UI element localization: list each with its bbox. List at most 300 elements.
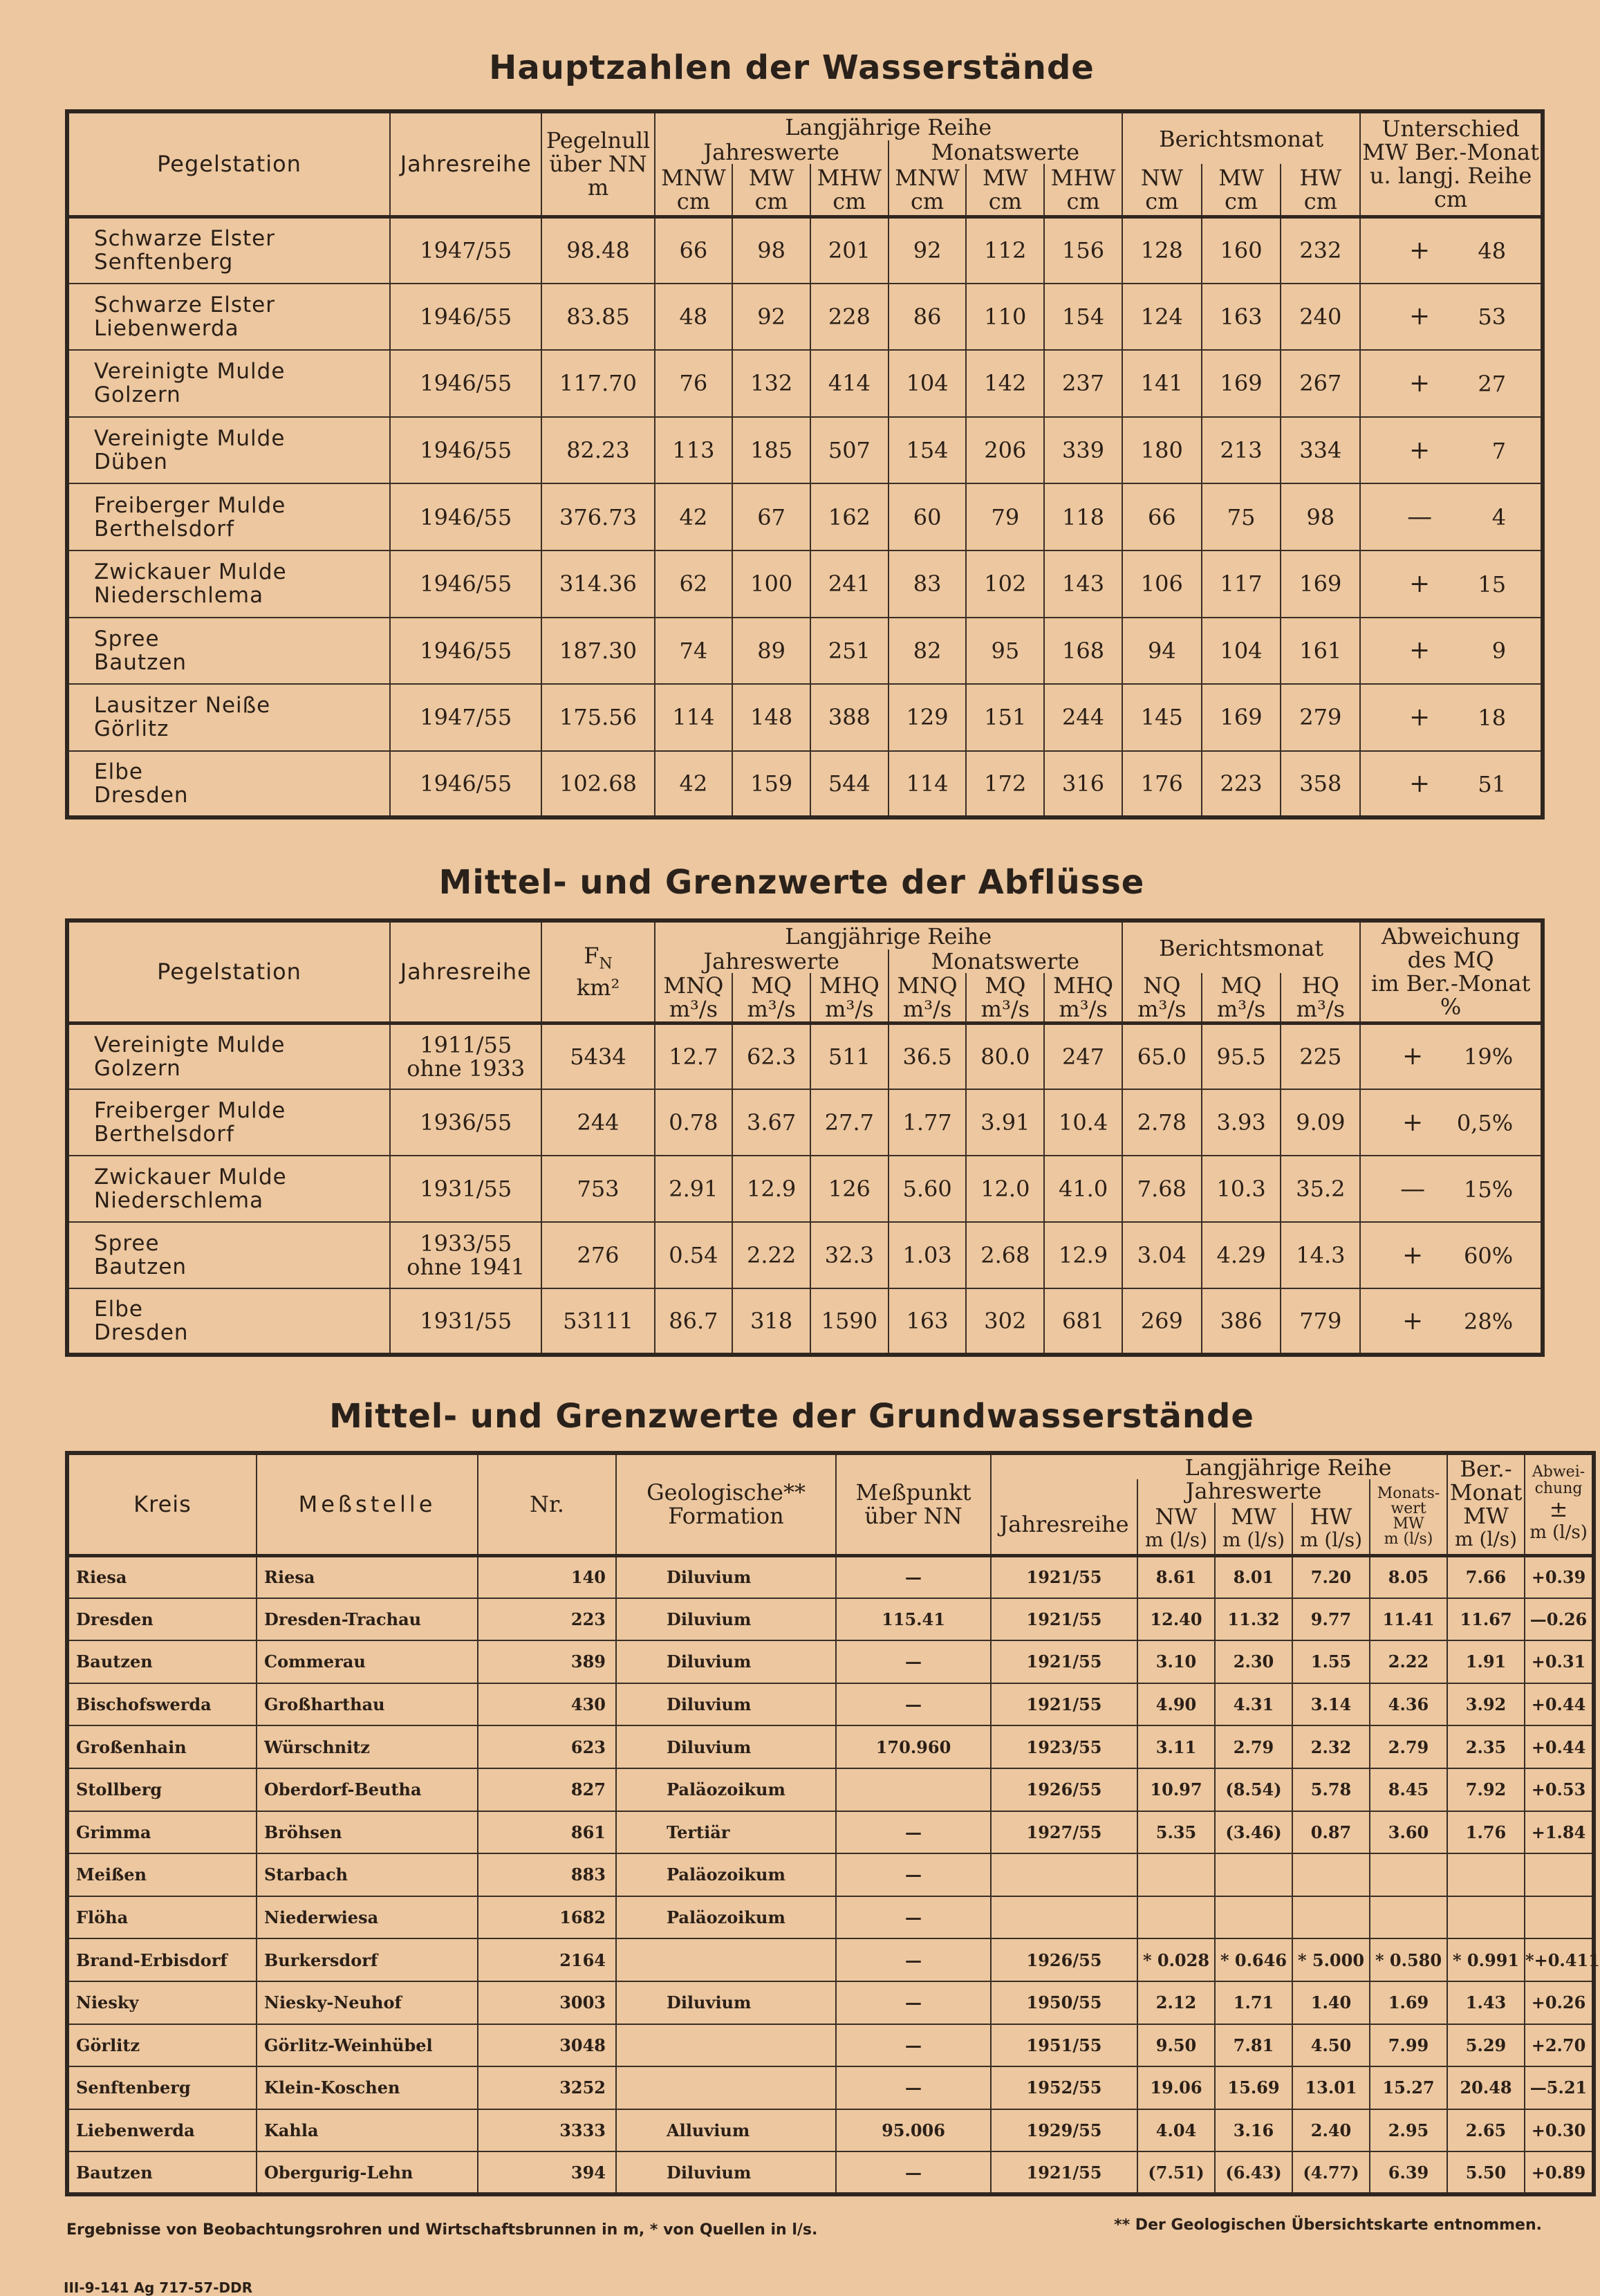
messstelle-cell: Starbach (257, 1853, 478, 1896)
years-cell: 1929/55 (991, 2109, 1137, 2152)
mw-cell: 2.79 (1215, 1725, 1292, 1768)
hw-cell: 1.55 (1292, 1640, 1370, 1683)
years-cell: 1946/55 (390, 350, 541, 417)
messpunkt-cell: — (836, 1640, 991, 1683)
table-row (67, 1156, 1543, 1222)
river-name: Freiberger Mulde (94, 492, 286, 518)
value-cell: 4.29 (1202, 1222, 1281, 1288)
pegelnull-cell: 117.70 (541, 350, 654, 417)
month-value-cell: 7.99 (1370, 2024, 1447, 2067)
col-nw: NW m (l/s) (1137, 1503, 1215, 1555)
col-report-mw: Ber.- Monat MW m (l/s) (1447, 1453, 1525, 1555)
value-cell: 86 (889, 284, 967, 351)
difference-sign: + (1409, 769, 1431, 798)
difference-sign: + (1409, 636, 1431, 665)
col-hw: HW cm (1281, 164, 1360, 216)
formation-cell: Diluvium (616, 1640, 836, 1683)
nr-cell: 1682 (478, 1896, 616, 1939)
difference-value: 4 (1491, 504, 1507, 531)
messstelle-cell: Großharthau (257, 1683, 478, 1726)
difference-cell (1360, 216, 1543, 284)
month-value-cell: 4.36 (1370, 1683, 1447, 1726)
formation-cell: Diluvium (616, 1598, 836, 1641)
value-cell: 2.78 (1122, 1089, 1202, 1156)
value-cell: 60 (889, 483, 967, 550)
nw-cell: 9.50 (1137, 2024, 1215, 2067)
kreis-cell: Brand-Erbisdorf (67, 1938, 257, 1981)
difference-cell (1360, 684, 1543, 751)
col-years: Jahresreihe (390, 111, 541, 216)
river-name: Vereinigte Mulde (94, 359, 286, 385)
difference-sign: + (1409, 369, 1431, 398)
difference-sign: + (1409, 236, 1431, 265)
river-name: Zwickauer Mulde (94, 1165, 287, 1189)
nr-cell: 430 (478, 1683, 616, 1726)
messpunkt-cell: 115.41 (836, 1598, 991, 1641)
years-cell: 1921/55 (991, 1598, 1137, 1641)
value-cell: 98 (1281, 483, 1360, 550)
table-row (67, 1683, 1594, 1726)
deviation-cell: +0.53 (1525, 1768, 1594, 1811)
col-messpunkt: Meßpunkt über NN (836, 1453, 991, 1555)
formation-cell: Tertiär (616, 1811, 836, 1854)
difference-cell (1360, 751, 1543, 818)
river-name: Spree (94, 1231, 160, 1256)
years-cell: 1946/55 (390, 284, 541, 351)
value-cell: 213 (1202, 417, 1281, 484)
value-cell: 76 (655, 350, 733, 417)
table-row (67, 684, 1543, 751)
col-deviation: Abweichung des MQ im Ber.-Monat % (1360, 920, 1543, 1023)
difference-sign: — (1407, 503, 1433, 532)
hw-cell: * 5.000 (1292, 1938, 1370, 1981)
years-cell: 1921/55 (991, 1640, 1137, 1683)
difference-cell (1360, 350, 1543, 417)
report-mw-cell: 7.66 (1447, 1555, 1525, 1598)
report-mw-cell: 11.67 (1447, 1598, 1525, 1641)
difference-value: 18 (1478, 704, 1507, 731)
value-cell: 65.0 (1122, 1023, 1202, 1089)
report-mw-cell (1447, 1853, 1525, 1896)
station-name: Golzern (94, 382, 181, 408)
table-row (67, 2151, 1594, 2194)
difference-cell (1360, 417, 1543, 484)
years-cell (390, 1222, 541, 1288)
years-cell: 1921/55 (991, 1683, 1137, 1726)
messpunkt-cell: 95.006 (836, 2109, 991, 2152)
formation-cell: Paläozoikum (616, 1853, 836, 1896)
report-mw-cell: 5.50 (1447, 2151, 1525, 2194)
years-range: 1933/55 (420, 1230, 512, 1257)
value-cell: 169 (1202, 684, 1281, 751)
report-mw-cell: * 0.991 (1447, 1938, 1525, 1981)
month-value-cell: 8.05 (1370, 1555, 1447, 1598)
mw-cell: (8.54) (1215, 1768, 1292, 1811)
value-cell: 66 (655, 216, 733, 284)
pegelnull-cell: 102.68 (541, 751, 654, 818)
table-row (67, 1089, 1543, 1156)
table-row (67, 1640, 1594, 1683)
station-name: Liebenwerda (94, 315, 239, 341)
yearly-header: Jahreswerte (655, 950, 889, 973)
value-cell: 151 (966, 684, 1044, 751)
month-value-cell: 15.27 (1370, 2066, 1447, 2109)
value-cell: 388 (810, 684, 889, 751)
messstelle-cell: Obergurig-Lehn (257, 2151, 478, 2194)
value-cell: 2.91 (655, 1156, 733, 1222)
value-cell: 86.7 (655, 1288, 733, 1355)
value-cell: 92 (889, 216, 967, 284)
table-row (67, 1981, 1594, 2024)
value-cell: 0.54 (655, 1222, 733, 1288)
river-name: Elbe (94, 1297, 143, 1322)
value-cell: 141 (1122, 350, 1202, 417)
value-cell: 180 (1122, 417, 1202, 484)
value-cell: 1.03 (889, 1222, 967, 1288)
value-cell: 339 (1044, 417, 1122, 484)
value-cell: 5.60 (889, 1156, 967, 1222)
pegelnull-cell: 82.23 (541, 417, 654, 484)
deviation-cell: +0.26 (1525, 1981, 1594, 2024)
nr-cell: 3003 (478, 1981, 616, 2024)
value-cell: 32.3 (810, 1222, 889, 1288)
years-cell (991, 1853, 1137, 1896)
col-mq: MQ m³/s (732, 973, 810, 1023)
difference-cell (1360, 284, 1543, 351)
value-cell: 114 (889, 751, 967, 818)
kreis-cell: Senftenberg (67, 2066, 257, 2109)
mw-cell: (6.43) (1215, 2151, 1292, 2194)
deviation-value: 19% (1463, 1044, 1514, 1071)
messpunkt-cell: — (836, 2024, 991, 2067)
value-cell: 358 (1281, 751, 1360, 818)
pegelnull-cell: 187.30 (541, 618, 654, 685)
station-name: Dresden (94, 783, 189, 808)
value-cell: 145 (1122, 684, 1202, 751)
formation-cell: Diluvium (616, 2151, 836, 2194)
report-mw-cell: 20.48 (1447, 2066, 1525, 2109)
month-value-cell: 8.45 (1370, 1768, 1447, 1811)
value-cell: 132 (732, 350, 810, 417)
river-name: Spree (94, 626, 160, 651)
value-cell: 247 (1044, 1023, 1122, 1089)
messstelle-cell: Niesky-Neuhof (257, 1981, 478, 2024)
deviation-cell (1360, 1023, 1543, 1089)
pegelnull-cell: 376.73 (541, 483, 654, 550)
formation-cell: Paläozoikum (616, 1768, 836, 1811)
table-row (67, 284, 1543, 351)
month-value-cell: 2.22 (1370, 1640, 1447, 1683)
nr-cell: 827 (478, 1768, 616, 1811)
years-cell: 1946/55 (390, 483, 541, 550)
value-cell: 267 (1281, 350, 1360, 417)
nr-cell: 3333 (478, 2109, 616, 2152)
pegelnull-cell: 175.56 (541, 684, 654, 751)
value-cell: 42 (655, 483, 733, 550)
river-name: Schwarze Elster (94, 292, 275, 317)
value-cell: 241 (810, 550, 889, 618)
value-cell: 41.0 (1044, 1156, 1122, 1222)
value-cell: 124 (1122, 284, 1202, 351)
years-cell: 1921/55 (991, 2151, 1137, 2194)
nw-cell: (7.51) (1137, 2151, 1215, 2194)
years-cell: 1926/55 (991, 1938, 1137, 1981)
value-cell: 102 (966, 550, 1044, 618)
value-cell: 95.5 (1202, 1023, 1281, 1089)
value-cell: 74 (655, 618, 733, 685)
month-value-cell: 11.41 (1370, 1598, 1447, 1641)
col-mw: MW cm (966, 164, 1044, 216)
deviation-sign: — (1400, 1174, 1426, 1203)
col-mhq: MHQ m³/s (810, 973, 889, 1023)
value-cell: 75 (1202, 483, 1281, 550)
value-cell: 104 (1202, 618, 1281, 685)
catchment-cell: 5434 (541, 1023, 654, 1089)
value-cell: 117 (1202, 550, 1281, 618)
value-cell: 12.7 (655, 1023, 733, 1089)
report-header: Berichtsmonat (1122, 920, 1360, 973)
month-value-cell (1370, 1896, 1447, 1939)
pegelnull-cell: 83.85 (541, 284, 654, 351)
value-cell: 83 (889, 550, 967, 618)
table-row (67, 417, 1543, 484)
value-cell: 161 (1281, 618, 1360, 685)
difference-value: 15 (1478, 571, 1507, 598)
kreis-cell: Bautzen (67, 2151, 257, 2194)
value-cell: 92 (732, 284, 810, 351)
table1-title: Hauptzahlen der Wasserstände (489, 48, 1095, 87)
col-mhw: MHW cm (810, 164, 889, 216)
nr-cell: 861 (478, 1811, 616, 1854)
years-cell (390, 1089, 541, 1156)
years-note: ohne 1941 (407, 1254, 525, 1280)
imprint: III-9-141 Ag 717-57-DDR (64, 2279, 253, 2296)
pegelnull-cell: 98.48 (541, 216, 654, 284)
nw-cell: 4.90 (1137, 1683, 1215, 1726)
nw-cell: 8.61 (1137, 1555, 1215, 1598)
station-cell (67, 684, 390, 751)
col-month-value: Monats- wert MW m (l/s) (1370, 1479, 1447, 1555)
mw-cell: 1.71 (1215, 1981, 1292, 2024)
messstelle-cell: Commerau (257, 1640, 478, 1683)
value-cell: 251 (810, 618, 889, 685)
value-cell: 42 (655, 751, 733, 818)
station-name: Golzern (94, 1055, 181, 1081)
deviation-cell (1525, 1853, 1594, 1896)
value-cell: 169 (1202, 350, 1281, 417)
deviation-cell: +0.44 (1525, 1725, 1594, 1768)
station-name: Berthelsdorf (94, 1122, 235, 1147)
table-row (67, 1555, 1594, 1598)
monthly-header: Monatswerte (889, 950, 1122, 973)
col-hq: HQ m³/s (1281, 973, 1360, 1023)
col-kreis: Kreis (67, 1453, 257, 1555)
col-nw: NW cm (1122, 164, 1202, 216)
catchment-cell: 244 (541, 1089, 654, 1156)
value-cell: 118 (1044, 483, 1122, 550)
years-range: 1936/55 (420, 1109, 512, 1136)
longterm-header: Langjährige Reihe (655, 111, 1122, 140)
value-cell: 0.78 (655, 1089, 733, 1156)
value-cell: 12.9 (732, 1156, 810, 1222)
years-cell: 1946/55 (390, 751, 541, 818)
value-cell: 80.0 (966, 1023, 1044, 1089)
hw-cell: 7.20 (1292, 1555, 1370, 1598)
yearly-header: Jahreswerte (655, 140, 889, 164)
table-row (67, 1938, 1594, 1981)
deviation-cell (1525, 1896, 1594, 1939)
messstelle-cell: Oberdorf-Beutha (257, 1768, 478, 1811)
deviation-cell: *+0.411 (1525, 1938, 1594, 1981)
deviation-cell (1360, 1222, 1543, 1288)
kreis-cell: Bischofswerda (67, 1683, 257, 1726)
deviation-value: 60% (1463, 1242, 1514, 1269)
value-cell: 334 (1281, 417, 1360, 484)
value-cell: 148 (732, 684, 810, 751)
messpunkt-cell: — (836, 1555, 991, 1598)
value-cell: 159 (732, 751, 810, 818)
catchment-cell: 276 (541, 1222, 654, 1288)
table2-title: Mittel- und Grenzwerte der Abflüsse (438, 863, 1145, 902)
mw-cell (1215, 1896, 1292, 1939)
years-range: 1931/55 (420, 1176, 512, 1202)
value-cell: 104 (889, 350, 967, 417)
value-cell: 779 (1281, 1288, 1360, 1355)
mw-cell: 3.16 (1215, 2109, 1292, 2152)
report-mw-cell: 1.91 (1447, 1640, 1525, 1683)
value-cell: 67 (732, 483, 810, 550)
station-cell (67, 1156, 390, 1222)
deviation-value: 0,5% (1456, 1109, 1514, 1136)
report-mw-cell: 2.65 (1447, 2109, 1525, 2152)
station-name: Berthelsdorf (94, 516, 235, 541)
deviation-cell: +0.39 (1525, 1555, 1594, 1598)
kreis-cell: Großenhain (67, 1725, 257, 1768)
nr-cell: 3048 (478, 2024, 616, 2067)
nr-cell: 140 (478, 1555, 616, 1598)
station-name: Düben (94, 450, 168, 475)
formation-cell (616, 2024, 836, 2067)
mw-cell: 15.69 (1215, 2066, 1292, 2109)
hw-cell (1292, 1853, 1370, 1896)
col-hw: HW m (l/s) (1292, 1503, 1370, 1555)
mw-cell (1215, 1853, 1292, 1896)
value-cell: 1.77 (889, 1089, 967, 1156)
years-cell: 1946/55 (390, 550, 541, 618)
col-difference: Unterschied MW Ber.-Monat u. langj. Reihe cm (1360, 111, 1543, 216)
station-cell (67, 1089, 390, 1156)
river-name: Vereinigte Mulde (94, 426, 286, 452)
station-cell (67, 417, 390, 484)
value-cell: 269 (1122, 1288, 1202, 1355)
station-name: Niederschlema (94, 1188, 264, 1213)
nr-cell: 389 (478, 1640, 616, 1683)
groundwater-table (65, 1451, 1600, 2196)
years-range: 1931/55 (420, 1308, 512, 1334)
deviation-cell: +1.84 (1525, 1811, 1594, 1854)
messpunkt-cell: — (836, 2151, 991, 2194)
value-cell: 89 (732, 618, 810, 685)
station-cell (67, 751, 390, 818)
value-cell: 106 (1122, 550, 1202, 618)
value-cell: 10.4 (1044, 1089, 1122, 1156)
formation-cell (616, 1938, 836, 1981)
difference-value: 53 (1478, 304, 1507, 331)
col-mhq: MHQ m³/s (1044, 973, 1122, 1023)
col-deviation: Abwei- chung ± m (l/s) (1525, 1453, 1594, 1555)
value-cell: 7.68 (1122, 1156, 1202, 1222)
report-mw-cell: 1.43 (1447, 1981, 1525, 2024)
deviation-value: 28% (1463, 1308, 1514, 1335)
value-cell: 163 (889, 1288, 967, 1355)
kreis-cell: Meißen (67, 1853, 257, 1896)
value-cell: 126 (810, 1156, 889, 1222)
col-mq: MQ m³/s (1202, 973, 1281, 1023)
deviation-value: 15% (1463, 1176, 1514, 1203)
value-cell: 240 (1281, 284, 1360, 351)
report-mw-cell: 1.76 (1447, 1811, 1525, 1854)
kreis-cell: Stollberg (67, 1768, 257, 1811)
deviation-cell: +2.70 (1525, 2024, 1594, 2067)
messpunkt-cell: — (836, 1683, 991, 1726)
value-cell: 168 (1044, 618, 1122, 685)
catchment-cell: 753 (541, 1156, 654, 1222)
value-cell: 176 (1122, 751, 1202, 818)
value-cell: 35.2 (1281, 1156, 1360, 1222)
table-row (67, 1598, 1594, 1641)
value-cell: 3.91 (966, 1089, 1044, 1156)
formation-cell: Diluvium (616, 1683, 836, 1726)
value-cell: 156 (1044, 216, 1122, 284)
years-cell: 1950/55 (991, 1981, 1137, 2024)
col-station: Pegelstation (67, 920, 390, 1023)
value-cell: 27.7 (810, 1089, 889, 1156)
monthly-header: Monatswerte (889, 140, 1122, 164)
years-cell: 1946/55 (390, 618, 541, 685)
col-mw: MW cm (1202, 164, 1281, 216)
table-row (67, 2024, 1594, 2067)
value-cell: 1590 (810, 1288, 889, 1355)
formation-cell: Diluvium (616, 1555, 836, 1598)
messstelle-cell: Würschnitz (257, 1725, 478, 1768)
years-cell (991, 1896, 1137, 1939)
value-cell: 414 (810, 350, 889, 417)
table-row (67, 618, 1543, 685)
value-cell: 100 (732, 550, 810, 618)
value-cell: 9.09 (1281, 1089, 1360, 1156)
station-name: Dresden (94, 1320, 189, 1345)
mw-cell: (3.46) (1215, 1811, 1292, 1854)
value-cell: 232 (1281, 216, 1360, 284)
longterm-header: Langjährige Reihe (655, 920, 1122, 950)
difference-sign: + (1409, 302, 1431, 331)
messpunkt-cell: — (836, 1896, 991, 1939)
month-value-cell (1370, 1853, 1447, 1896)
kreis-cell: Liebenwerda (67, 2109, 257, 2152)
formation-cell: Paläozoikum (616, 1896, 836, 1939)
difference-cell (1360, 618, 1543, 685)
kreis-cell: Bautzen (67, 1640, 257, 1683)
station-cell (67, 1222, 390, 1288)
value-cell: 66 (1122, 483, 1202, 550)
value-cell: 142 (966, 350, 1044, 417)
deviation-sign: + (1402, 1108, 1424, 1137)
value-cell: 95 (966, 618, 1044, 685)
value-cell: 10.3 (1202, 1156, 1281, 1222)
value-cell: 511 (810, 1023, 889, 1089)
col-catchment: $F_N$ km² (541, 920, 654, 1023)
difference-value: 51 (1478, 770, 1507, 797)
